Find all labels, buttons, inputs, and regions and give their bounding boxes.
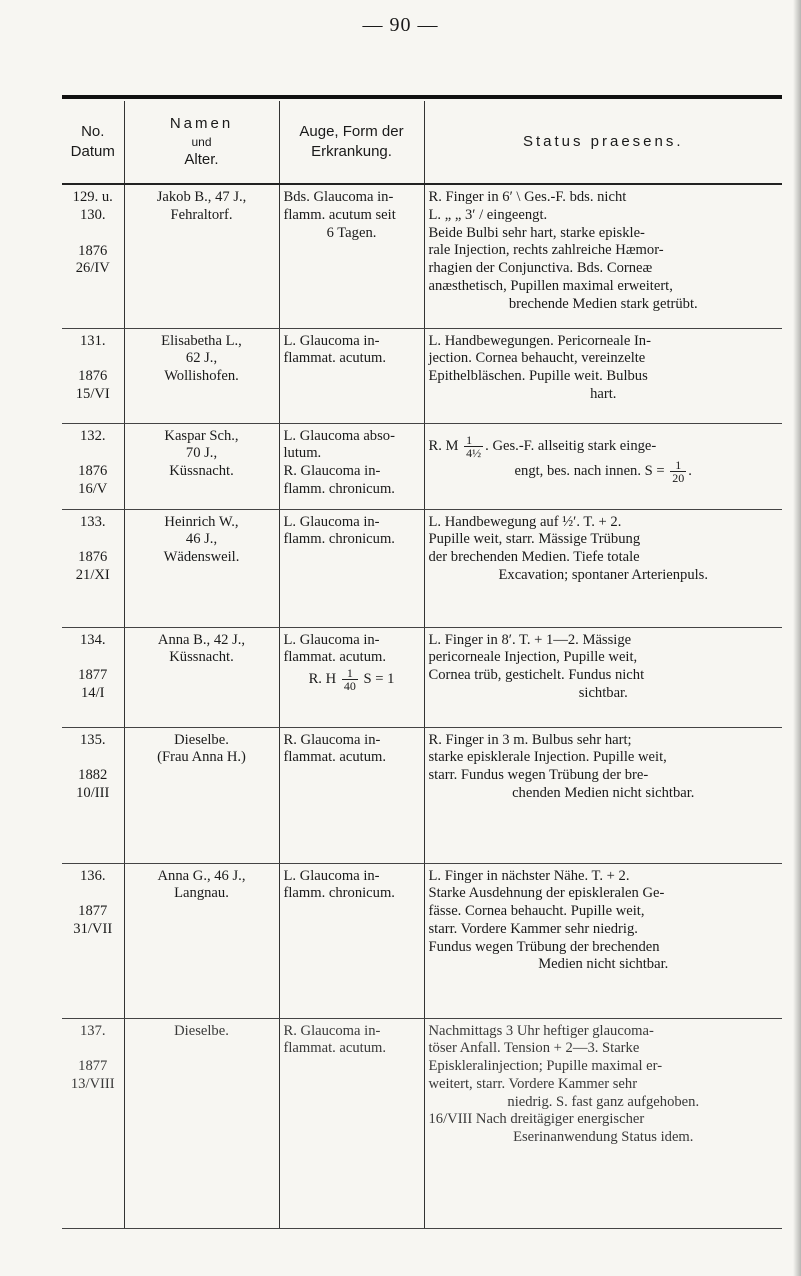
status-line: L. Finger in 8′. T. + 1—2. Mässige: [428, 631, 632, 648]
table-header-row: [62, 101, 782, 184]
status-line: rhagien der Conjunctiva. Bds. Corneæ: [428, 260, 653, 277]
diagnosis-line: flammat. acutum.: [283, 1040, 387, 1057]
status-line: der brechenden Medien. Tiefe totale: [428, 549, 640, 566]
cell-status: [424, 1018, 782, 1228]
header-datum: Datum: [70, 143, 115, 160]
top-rule: [62, 95, 782, 99]
patient-name: Jakob B., 47 J.,: [156, 189, 247, 205]
cell-name: [124, 727, 279, 863]
status-text: engt, bes. nach innen. S =: [514, 462, 665, 479]
patient-name: Dieselbe.: [174, 731, 229, 748]
table-row: [62, 727, 782, 863]
cell-diagnosis: [279, 423, 424, 509]
diagnosis-line: flammat. acutum.: [283, 649, 387, 666]
status-line: anæsthetisch, Pupillen maximal erweitert,: [428, 277, 673, 294]
header-und: und: [191, 134, 212, 149]
header-no-datum: [62, 101, 124, 184]
table-row: [62, 627, 782, 727]
cell-name: [124, 328, 279, 423]
status-text: R. M: [428, 437, 459, 454]
case-number: 129. u.: [72, 189, 113, 205]
diagnosis-line: flammat. acutum.: [283, 350, 387, 367]
case-number: 134.: [79, 631, 106, 648]
patient-alias: (Frau Anna H.): [157, 749, 246, 766]
case-number: 137.: [79, 1022, 106, 1039]
diagnosis-line: R. Glaucoma in-: [283, 1022, 381, 1039]
status-line: L. Finger in nächster Nähe. T. + 2.: [428, 867, 630, 884]
status-line: jection. Cornea behaucht, vereinzelte: [428, 350, 646, 367]
status-line: 16/VIII Nach dreitägiger energischer: [428, 1111, 645, 1128]
header-diagnosis: [279, 101, 424, 184]
status-line: Eserinanwendung Status idem.: [513, 1129, 694, 1146]
formula-text: R. H: [308, 670, 337, 687]
cell-status: [424, 509, 782, 627]
status-line: [429, 434, 779, 459]
case-date: 10/III: [76, 785, 110, 802]
diagnosis-line: flammat. acutum.: [283, 749, 387, 766]
status-line: Fundus wegen Trübung der brechenden: [428, 938, 660, 955]
cell-diagnosis: [279, 863, 424, 1018]
status-line: fässe. Cornea behaucht. Pupille weit,: [428, 903, 645, 920]
case-date: 14/I: [80, 685, 105, 702]
patient-place: Wädensweil.: [163, 549, 240, 566]
fraction-numerator: 1: [670, 459, 686, 472]
status-line: brechende Medien stark getrübt.: [508, 295, 698, 312]
case-date: 26/IV: [75, 260, 110, 277]
patient-place: Langnau.: [174, 885, 229, 902]
status-text: .: [688, 462, 692, 479]
hypermetropia-fraction: [342, 667, 358, 692]
diagnosis-line: L. Glaucoma in-: [283, 867, 380, 884]
diagnosis-line: L. Glaucoma in-: [283, 332, 380, 349]
cell-status: [424, 184, 782, 328]
status-line: starr. Vordere Kammer sehr niedrig.: [428, 920, 638, 937]
status-line: hart.: [590, 385, 617, 402]
cell-no: [62, 727, 124, 863]
patient-age: 46 J.,: [185, 531, 218, 548]
status-line: R. Finger in 6′ \ Ges.-F. bds. nicht: [428, 189, 627, 205]
status-line: starke episklerale Injection. Pupille weit,: [428, 749, 667, 766]
fraction-denominator: 40: [343, 679, 356, 694]
patient-place: Wollishofen.: [164, 368, 239, 385]
fraction-denominator: 4½: [466, 445, 482, 460]
status-line: Pupille weit, starr. Mässige Trübung: [428, 531, 641, 548]
cell-status: [424, 627, 782, 727]
status-line: chenden Medien nicht sichtbar.: [512, 784, 695, 801]
diagnosis-line: L. Glaucoma in-: [283, 631, 380, 648]
patient-name: Kaspar Sch.,: [164, 427, 239, 444]
diagnosis-line: R. Glaucoma in-: [283, 463, 381, 480]
case-number: 131.: [79, 332, 106, 349]
diagnosis-line: flamm. acutum seit: [283, 206, 396, 223]
case-year: 1876: [78, 242, 108, 259]
case-year: 1877: [78, 667, 108, 684]
diagnosis-line: flamm. chronicum.: [283, 531, 395, 548]
status-line: rale Injection, rechts zahlreiche Hæmor-: [428, 242, 664, 259]
table-row: [62, 423, 782, 509]
cell-name: [124, 627, 279, 727]
fraction-denominator: 20: [672, 470, 685, 485]
diagnosis-line: R. Glaucoma in-: [283, 731, 381, 748]
cell-no: [62, 509, 124, 627]
diagnosis-line: lutum.: [283, 445, 322, 462]
diagnosis-line: flamm. chronicum.: [283, 480, 395, 497]
case-date: 13/VIII: [70, 1076, 115, 1093]
cell-no: [62, 328, 124, 423]
patient-place: Küssnacht.: [169, 649, 234, 666]
cell-status: [424, 727, 782, 863]
patient-name: Elisabetha L.,: [161, 332, 242, 349]
status-line: töser Anfall. Tension + 2—3. Starke: [428, 1040, 640, 1057]
status-line: Starke Ausdehnung der episkleralen Ge-: [428, 885, 665, 902]
header-namen: Namen: [169, 114, 234, 132]
cell-no: [62, 1018, 124, 1228]
visus-fraction: [670, 459, 686, 484]
header-name-age: [124, 101, 279, 184]
cell-diagnosis: [279, 627, 424, 727]
status-line: L. Handbewegungen. Pericorneale In-: [428, 332, 651, 349]
header-status: [424, 101, 782, 184]
case-date: 16/V: [78, 481, 108, 498]
case-number: 136.: [79, 867, 106, 884]
case-number: 132.: [79, 427, 106, 444]
case-date: 21/XI: [75, 567, 110, 584]
myopia-fraction: [464, 434, 483, 459]
diagnosis-line: L. Glaucoma abso-: [283, 427, 395, 444]
status-line: niedrig. S. fast ganz aufgehoben.: [507, 1093, 700, 1110]
status-line: Cornea trüb, gestichelt. Fundus nicht: [428, 667, 645, 684]
status-line: Medien nicht sichtbar.: [538, 956, 669, 973]
cell-diagnosis: [279, 727, 424, 863]
patient-age: 70 J.,: [185, 445, 218, 462]
table-row: [62, 184, 782, 328]
status-line: L. „ „ 3′ / eingeengt.: [428, 206, 548, 223]
patient-place: Fehraltorf.: [170, 206, 233, 223]
status-line: Episkleralinjection; Pupille maximal er-: [428, 1058, 663, 1075]
cell-name: [124, 423, 279, 509]
header-status-text: Status praesens.: [522, 132, 684, 150]
fraction-numerator: 1: [342, 667, 358, 680]
status-text: . Ges.-F. allseitig stark einge-: [485, 437, 657, 454]
patient-name: Anna G., 46 J.,: [157, 867, 246, 884]
status-line: pericorneale Injection, Pupille weit,: [428, 649, 638, 666]
cell-no: [62, 184, 124, 328]
cell-status: [424, 423, 782, 509]
formula-text: S = 1: [363, 670, 395, 687]
case-year: 1876: [78, 463, 108, 480]
status-line: [429, 459, 779, 484]
patient-name: Dieselbe.: [174, 1022, 229, 1039]
diagnosis-line: 6 Tagen.: [326, 224, 377, 241]
status-line: Epithelbläschen. Pupille weit. Bulbus: [428, 368, 648, 385]
status-line: L. Handbewegung auf ½′. T. + 2.: [428, 513, 622, 530]
case-date: 31/VII: [73, 921, 113, 938]
header-alter: Alter.: [184, 151, 219, 169]
cell-diagnosis: [279, 184, 424, 328]
cell-name: [124, 509, 279, 627]
page-number: — 90 —: [362, 14, 439, 36]
table-row: [62, 509, 782, 627]
cell-diagnosis: [279, 1018, 424, 1228]
table-row: [62, 328, 782, 423]
case-year: 1882: [78, 767, 108, 784]
diagnosis-line: L. Glaucoma in-: [283, 513, 380, 530]
cell-no: [62, 423, 124, 509]
status-line: sichtbar.: [578, 684, 628, 701]
status-line: Excavation; spontaner Arterienpuls.: [498, 566, 709, 583]
table-row: [62, 863, 782, 1018]
header-no: No.: [81, 122, 105, 140]
patient-place: Küssnacht.: [169, 463, 234, 480]
fraction-numerator: 1: [464, 434, 483, 447]
cell-name: [124, 184, 279, 328]
cell-status: [424, 863, 782, 1018]
cell-no: [62, 627, 124, 727]
diagnosis-line: flamm. chronicum.: [283, 885, 395, 902]
cell-diagnosis: [279, 509, 424, 627]
case-year: 1877: [78, 903, 108, 920]
case-number: 135.: [79, 731, 106, 748]
status-line: weitert, starr. Vordere Kammer sehr: [428, 1075, 638, 1092]
case-year: 1876: [78, 368, 108, 385]
page-edge-shadow: [793, 0, 801, 1276]
status-line: R. Finger in 3 m. Bulbus sehr hart;: [428, 731, 632, 748]
cell-name: [124, 863, 279, 1018]
cell-name: [124, 1018, 279, 1228]
table-row: [62, 1018, 782, 1228]
header-diagnosis-line1: Auge, Form der: [299, 122, 404, 140]
status-line: Beide Bulbi sehr hart, starke episkle-: [428, 224, 645, 241]
case-year: 1876: [78, 549, 108, 566]
cell-diagnosis: [279, 328, 424, 423]
case-number-2: 130.: [79, 206, 106, 223]
case-date: 15/VI: [75, 386, 110, 403]
status-line: Nachmittags 3 Uhr heftiger glaucoma-: [428, 1022, 654, 1039]
diagnosis-formula: [284, 667, 420, 692]
cell-no: [62, 863, 124, 1018]
patient-age: 62 J.,: [185, 350, 218, 367]
status-line: starr. Fundus wegen Trübung der bre-: [428, 767, 649, 784]
cell-status: [424, 328, 782, 423]
header-diagnosis-line2: Erkrankung.: [311, 143, 392, 160]
diagnosis-line: Bds. Glaucoma in-: [283, 189, 394, 205]
case-year: 1877: [78, 1058, 108, 1075]
patient-name: Anna B., 42 J.,: [157, 631, 246, 648]
case-number: 133.: [79, 513, 106, 530]
case-table: [62, 101, 782, 1229]
patient-name: Heinrich W.,: [164, 513, 239, 530]
